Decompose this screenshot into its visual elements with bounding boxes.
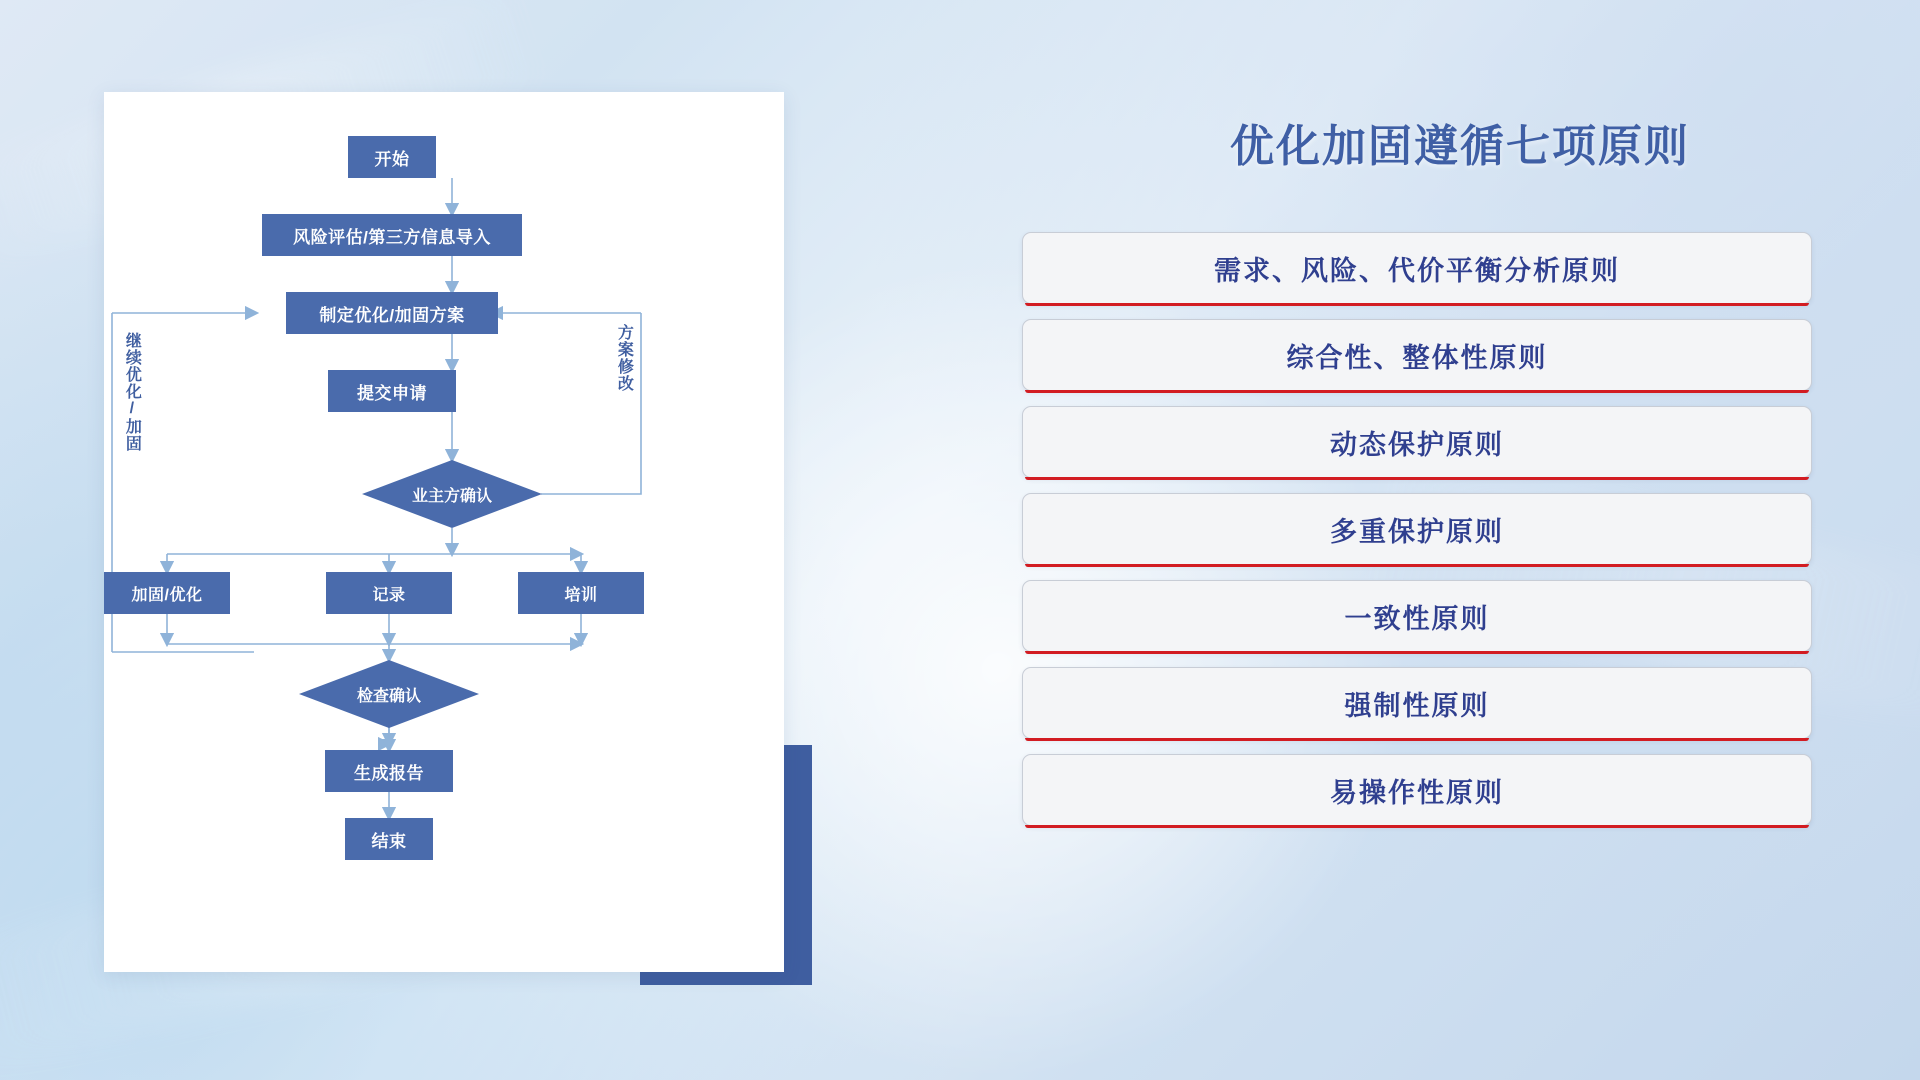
flow-decision-check-confirm[interactable]: [299, 660, 479, 728]
flow-decision-owner-confirm[interactable]: [362, 460, 542, 528]
flow-node-label: 加固/优化: [131, 586, 203, 604]
loop-label-plan-revision: 方案修改: [615, 324, 633, 392]
principle-label: 易操作性原则: [1330, 777, 1504, 808]
flow-node-label: 提交申请: [357, 383, 427, 403]
principle-item[interactable]: [1022, 754, 1812, 826]
principle-label: 多重保护原则: [1330, 516, 1504, 547]
principle-label: 动态保护原则: [1330, 429, 1504, 460]
principle-item[interactable]: [1022, 406, 1812, 478]
principle-label: 需求、风险、代价平衡分析原则: [1214, 255, 1620, 286]
flowchart-card: [104, 92, 784, 972]
principles-list: [1022, 232, 1812, 841]
flow-node-label: 结束: [371, 831, 407, 851]
flow-node-generate-report[interactable]: [325, 750, 453, 792]
flow-node-submit-application[interactable]: [328, 370, 456, 412]
flow-node-label: 制定优化/加固方案: [319, 305, 465, 325]
flow-node-record[interactable]: [326, 572, 452, 614]
principle-item[interactable]: [1022, 493, 1812, 565]
loop-label-continue-optimize: 继续优化/加固: [123, 332, 141, 452]
flow-node-harden-optimize[interactable]: [104, 572, 230, 614]
page-title: 优化加固遵循七项原则: [1230, 122, 1690, 171]
flow-node-label: 检查确认: [356, 687, 421, 705]
flow-node-risk-assessment[interactable]: [262, 214, 522, 256]
principle-label: 强制性原则: [1344, 690, 1490, 721]
flow-node-label: 记录: [372, 586, 406, 604]
principle-item[interactable]: [1022, 319, 1812, 391]
principle-label: 一致性原则: [1344, 603, 1490, 634]
flow-node-plan[interactable]: [286, 292, 498, 334]
flow-node-training[interactable]: [518, 572, 644, 614]
flow-node-start[interactable]: [348, 136, 436, 178]
flow-node-label: 业主方确认: [411, 487, 492, 505]
principle-item[interactable]: [1022, 580, 1812, 652]
flow-node-end[interactable]: [345, 818, 433, 860]
principle-item[interactable]: [1022, 232, 1812, 304]
flow-node-label: 培训: [564, 586, 598, 604]
flow-node-label: 风险评估/第三方信息导入: [293, 227, 491, 247]
principle-label: 综合性、整体性原则: [1286, 342, 1548, 373]
flow-node-label: 生成报告: [354, 763, 424, 783]
principle-item[interactable]: [1022, 667, 1812, 739]
flow-node-label: 开始: [374, 149, 410, 169]
